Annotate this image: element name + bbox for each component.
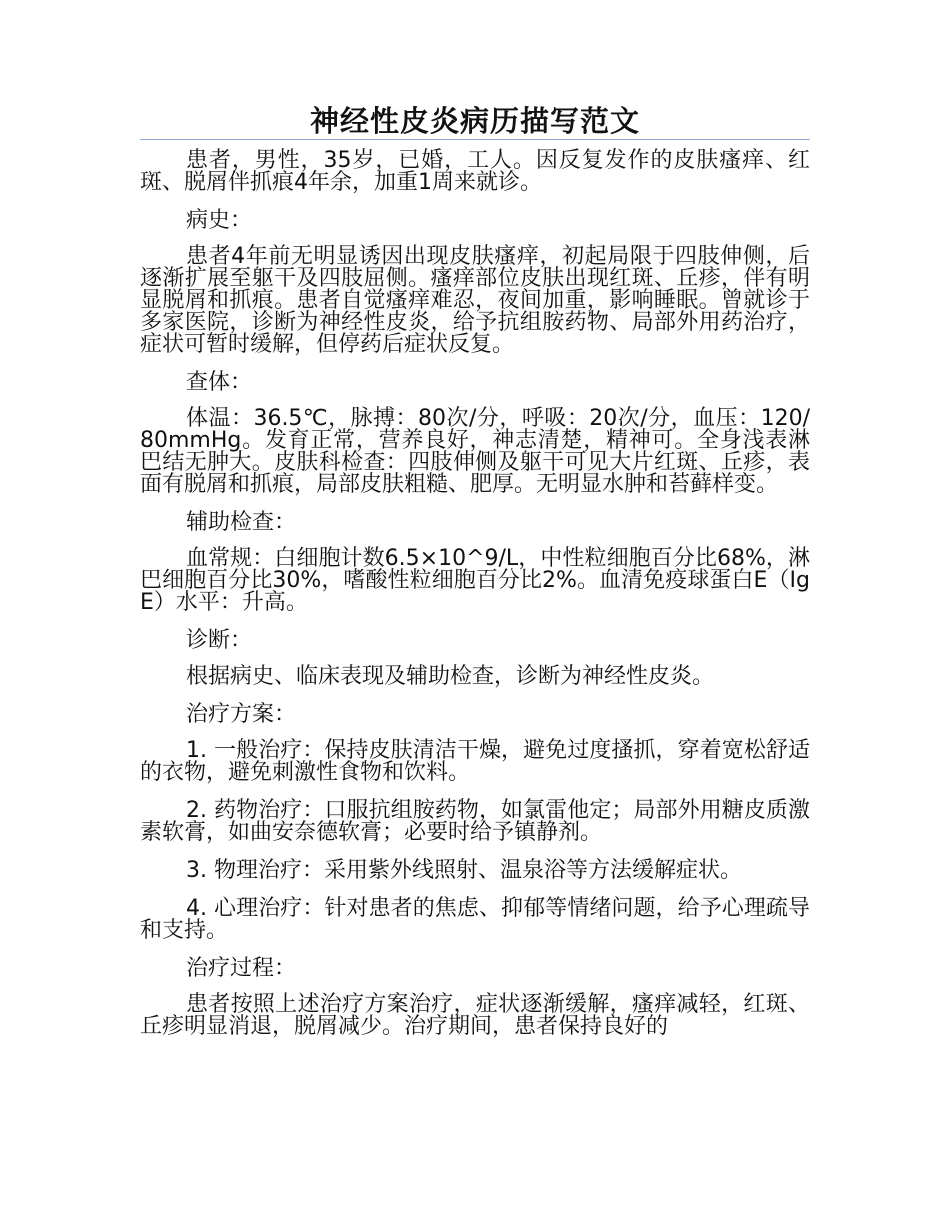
auxiliary-tests-heading: 辅助检查： <box>186 510 297 535</box>
history-heading: 病史： <box>186 208 253 233</box>
exam-heading: 查体： <box>186 370 253 395</box>
title-underline <box>140 139 810 140</box>
treatment-item-general: 1. 一般治疗：保持皮肤清洁干燥，避免过度搔抓，穿着宽松舒适的衣物，避免刺激性食物和饮料。 <box>140 738 810 785</box>
exam-paragraph: 体温：36.5℃，脉搏：80次/分，呼吸：20次/分，血压：120/80mmHg。发育正常，营养良好，神志清楚，精神可。全身浅表淋巴结无肿大。皮肤科检查：四肢伸侧及躯干可见大片红斑、丘疹，表面有脱屑和抓痕，局部皮肤粗糙、肥厚。无明显水肿和苔藓样变。 <box>140 406 810 497</box>
document-page <box>140 103 810 1054</box>
auxiliary-tests-paragraph: 血常规：白细胞计数6.5×10^9/L，中性粒细胞百分比68%，淋巴细胞百分比30%，嗜酸性粒细胞百分比2%。血清免疫球蛋白E（IgE）水平：升高。 <box>140 546 810 615</box>
document-title: 神经性皮炎病历描写范文 <box>309 104 640 138</box>
history-paragraph: 患者4年前无明显诱因出现皮肤瘙痒，初起局限于四肢伸侧，后逐渐扩展至躯干及四肢屈侧。瘙痒部位皮肤出现红斑、丘疹，伴有明显脱屑和抓痕。患者自觉瘙痒难忍，夜间加重，影响睡眠。曾就诊于多家医院，诊断为神经性皮炎，给予抗组胺药物、局部外用药治疗，症状可暂时缓解，但停药后症状反复。 <box>140 244 810 357</box>
treatment-process-paragraph: 患者按照上述治疗方案治疗，症状逐渐缓解，瘙痒减轻，红斑、丘疹明显消退，脱屑减少。治疗期间，患者保持良好的 <box>140 992 810 1039</box>
patient-summary-paragraph: 患者，男性，35岁，已婚，工人。因反复发作的皮肤瘙痒、红斑、脱屑伴抓痕4年余，加重1周来就诊。 <box>140 148 810 195</box>
treatment-process-heading: 治疗过程： <box>186 956 297 981</box>
diagnosis-heading: 诊断： <box>186 628 253 653</box>
treatment-item-psychological: 4. 心理治疗：针对患者的焦虑、抑郁等情绪问题，给予心理疏导和支持。 <box>140 896 810 943</box>
treatment-item-physical: 3. 物理治疗：采用紫外线照射、温泉浴等方法缓解症状。 <box>186 858 742 883</box>
treatment-plan-heading: 治疗方案： <box>186 702 297 727</box>
treatment-item-drug: 2. 药物治疗：口服抗组胺药物，如氯雷他定；局部外用糖皮质激素软膏，如曲安奈德软膏；必要时给予镇静剂。 <box>140 798 810 845</box>
diagnosis-paragraph: 根据病史、临床表现及辅助检查，诊断为神经性皮炎。 <box>186 664 715 689</box>
